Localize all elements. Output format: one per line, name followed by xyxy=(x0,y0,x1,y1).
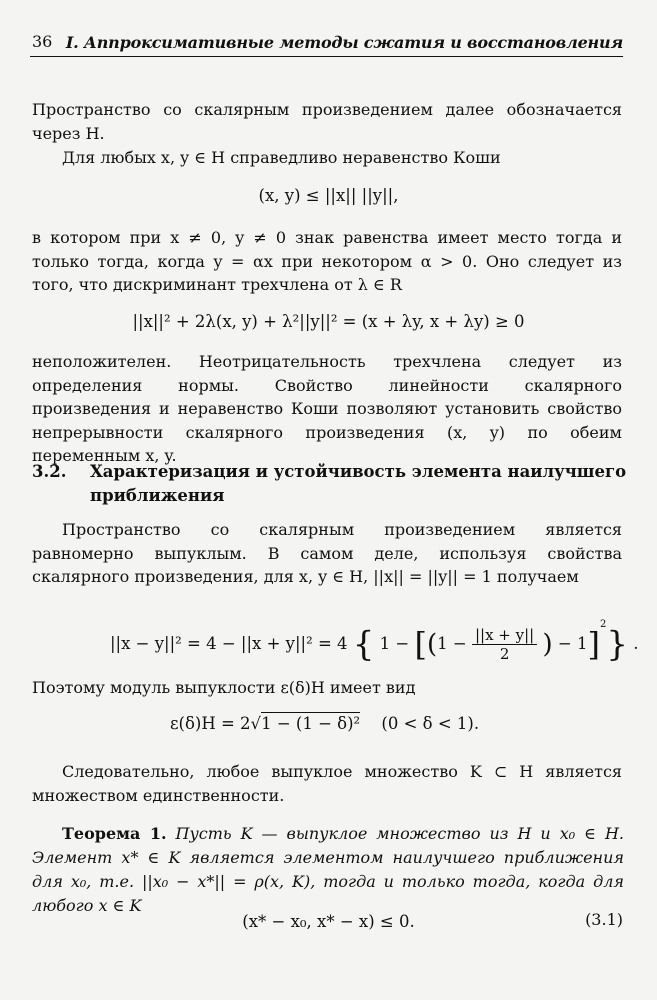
paragraph-3: в котором при x ≠ 0, y ≠ 0 знак равенства имеет место тогда и только тогда, когда y = αx при некотором α > 0. Оно следует из того, что дискриминант трехчлена от λ ∈ R xyxy=(32,228,622,294)
formula-convexity-tail: − 1 xyxy=(557,634,588,653)
formula-convexity-lhs: ||x − y||² = 4 − ||x + y||² = 4 xyxy=(110,634,348,653)
section-title: Характеризация и устойчивость элемента наилучшего приближения xyxy=(90,462,627,505)
formula-fraction xyxy=(472,626,537,663)
section-number: 3.2. xyxy=(32,462,67,481)
theorem-body: Пусть K — выпуклое множество из H и x₀ ∈ H. Элемент x* ∈ K является элементом наилучшего приближения для x₀, т.е. ||x₀ − x*|| = ρ(x, K), тогда и только тогда, когда для любого x ∈ K xyxy=(32,824,624,915)
formula-convexity-end: . xyxy=(633,634,639,653)
fraction-denominator: 2 xyxy=(499,645,510,663)
paragraph-1: Пространство со скалярным произведением далее обозначается через H. xyxy=(32,100,622,143)
theorem-1 xyxy=(32,822,624,918)
paragraph-5: Пространство со скалярным произведением является равномерно выпуклым. В самом деле, используя свойства скалярного произведения, для x, y ∈ H, ||x|| = ||y|| = 1 получаем xyxy=(32,520,622,586)
paragraph-6: Поэтому модуль выпуклости ε(δ)H имеет вид xyxy=(32,678,416,697)
running-header xyxy=(30,30,623,57)
formula-modulus-condition: (0 < δ < 1). xyxy=(381,714,480,733)
running-title: I. Аппроксимативные методы сжатия и восстановления xyxy=(65,33,623,52)
formula-3-1: (x* − x₀, x* − x) ≤ 0. xyxy=(242,912,415,931)
page-number: 36 xyxy=(32,32,53,51)
formula-modulus xyxy=(170,712,570,736)
formula-convexity: ||x − y||² = 4 − ||x + y||² = 4 { 1 − [(1 − $\frac{||x + y||}{2}$ ) − 1]$^2$} . xyxy=(110,619,639,665)
equation-number: (3.1) xyxy=(585,910,623,929)
paragraph-2: Для любых x, y ∈ H справедливо неравенство Коши xyxy=(62,148,501,167)
formula-convexity-power: 2 xyxy=(599,619,607,630)
formula-modulus-radicand: 1 − (1 − δ)² xyxy=(261,714,361,733)
paragraph-4: неположителен. Неотрицательность трехчлена следует из определения нормы. Свойство линейности скалярного произведения и неравенство Коши позволяют установить свойство непрерывности скалярного произведения (x, y) по обеим переменным x, y. xyxy=(32,352,622,465)
paragraph-7: Следовательно, любое выпуклое множество K ⊂ H является множеством единственности. xyxy=(32,762,622,805)
formula-trinomial: ||x||² + 2λ(x, y) + λ²||y||² = (x + λy, x + λy) ≥ 0 xyxy=(132,312,525,331)
formula-convexity-inner: 1 − xyxy=(379,634,415,653)
theorem-label: Теорема 1. xyxy=(62,824,167,843)
formula-modulus-lhs: ε(δ)H = 2√ xyxy=(170,714,262,733)
formula-cauchy: (x, y) ≤ ||x|| ||y||, xyxy=(258,186,399,205)
fraction-numerator: ||x + y|| xyxy=(472,626,537,645)
